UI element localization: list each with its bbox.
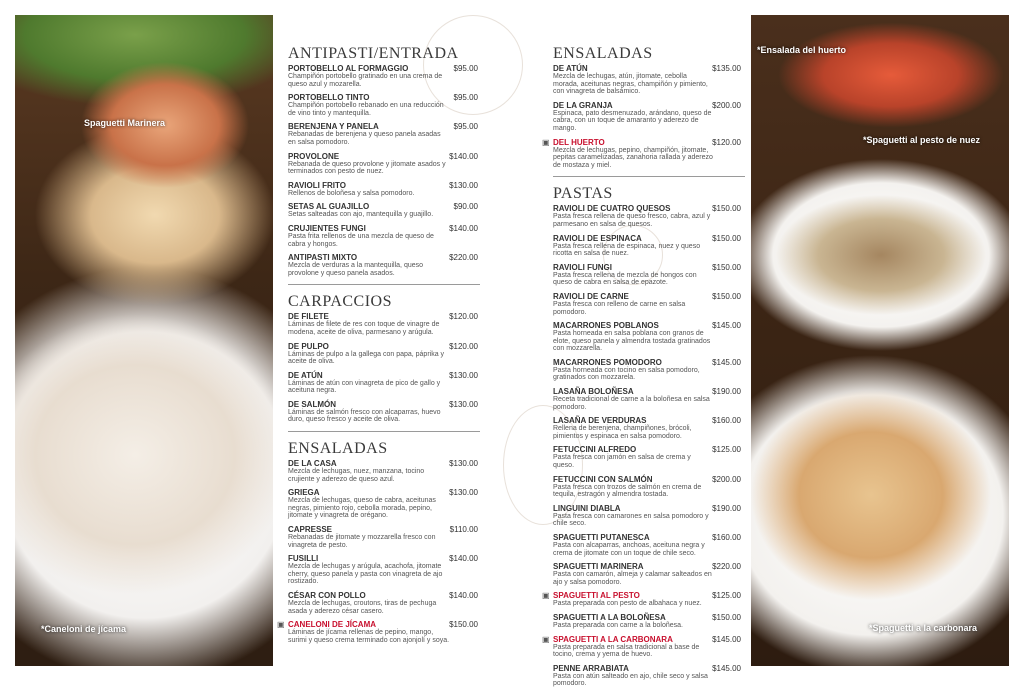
menu-item-price: $120.00 — [449, 341, 478, 351]
menu-item-name: FETUCCINI CON SALMÓN — [553, 474, 653, 484]
item-list — [288, 64, 478, 277]
menu-item-description: Mezcla de lechugas, croutons, tiras de pechuga asada y aderezo césar casero. — [288, 600, 437, 615]
menu-item-price: $130.00 — [449, 488, 478, 498]
menu-item-description: Setas salteadas con ajo, mantequilla y guajillo. — [288, 211, 434, 219]
section-pastas — [542, 185, 741, 688]
menu-item-price: $140.00 — [449, 223, 478, 233]
menu-item-price: $120.00 — [449, 312, 478, 322]
menu-item-name: DE PULPO — [288, 341, 329, 351]
menu-item-name: DE FILETE — [288, 312, 329, 322]
photo-label-pesto-nuez: *Spaguetti al pesto de nuez — [863, 135, 981, 145]
menu-item-description: Láminas de jícama rellenas de pepino, mango, surimi y queso crema terminado con ajonjolí y soya. — [288, 629, 450, 644]
section-title: ANTIPASTI/ENTRADA — [288, 45, 459, 62]
menu-page — [273, 15, 751, 688]
menu-item-name: LASAÑA DE VERDURAS — [553, 416, 647, 426]
section-antipasti — [288, 45, 478, 277]
menu-item-description: Pasta fresca con trozos de salmón en crema de tequila, estragón y almendra tostada. — [553, 483, 702, 499]
camera-icon: ▣ — [277, 620, 285, 630]
menu-item-name: CANELONI DE JÍCAMA — [288, 620, 377, 630]
menu-item-description: Pasta preparada en salsa tradicional a base de tocino, crema y yema de huevo. — [553, 643, 700, 659]
menu-item-price: $110.00 — [449, 525, 478, 535]
menu-item-description: Pasta horneada en salsa poblana con granos de elote, queso panela y almendra tostada gratinados con mozzarella. — [553, 330, 711, 353]
menu-item — [288, 459, 478, 483]
menu-item-name: RAVIOLI DE CUATRO QUESOS — [553, 204, 671, 214]
menu-item — [288, 93, 478, 117]
menu-item-name: PORTOBELLO TINTO — [288, 93, 370, 103]
menu-item-name: RAVIOLI FRITO — [288, 180, 346, 190]
menu-item-description: Pasta con atún salteado en ajo, chile seco y salsa pomodoro. — [553, 672, 708, 688]
menu-item-price: $140.00 — [449, 151, 478, 161]
menu-item-description: Láminas de filete de res con toque de vinagre de modena, aceite de oliva, parmesano y arúgula. — [288, 321, 440, 336]
menu-item-name: FUSILLI — [288, 554, 319, 564]
menu-item — [277, 620, 478, 644]
menu-item-description: Espinaca, pato desmenuzado, arándano, queso de cabra, con un toque de amaranto y aderezo de mango. — [553, 109, 712, 132]
menu-item — [553, 387, 741, 411]
menu-item-price: $130.00 — [449, 459, 478, 469]
menu-item-name: PORTOBELLO AL FORMAGGIO — [288, 64, 409, 73]
menu-item-description: Mezcla de lechugas y arúgula, acachofa, jitomate cherry, queso panela y pasta con vinagreta de ajo rostizado. — [288, 563, 443, 586]
menu-item-name: FETUCCINI ALFREDO — [553, 445, 637, 455]
item-list — [277, 459, 478, 644]
menu-item-name: DE ATÚN — [553, 64, 588, 73]
menu-item-price: $160.00 — [712, 533, 741, 542]
menu-item-description: Pasta preparada con carne a la boloñesa. — [553, 621, 683, 629]
photo-label-caneloni: *Caneloni de jícama — [41, 624, 127, 634]
menu-item — [288, 152, 478, 176]
menu-item-name: SPAGUETTI AL PESTO — [553, 591, 640, 601]
menu-item — [553, 234, 741, 258]
menu-item-price: $145.00 — [712, 357, 741, 367]
menu-item-name: SPAGUETTI PUTANESCA — [553, 533, 650, 542]
menu-item-price: $190.00 — [712, 503, 741, 513]
menu-item-name: ANTIPASTI MIXTO — [288, 253, 358, 263]
section-title: ENSALADAS — [553, 45, 653, 62]
menu-item-description: Pasta fresca rellena de mezcla de hongos con queso de cabra en salsa de epazote. — [553, 271, 697, 287]
menu-item-description: Pasta fresca con camarones en salsa pomodoro y chile seco. — [553, 512, 709, 528]
menu-item-price: $145.00 — [712, 321, 741, 331]
menu-item-price: $150.00 — [712, 204, 741, 214]
menu-item-description: Rebanada de queso provolone y jitomate asados y terminados con pesto de nuez. — [288, 160, 446, 176]
menu-item-price: $125.00 — [712, 591, 741, 601]
menu-item — [553, 533, 741, 557]
section-ensaladas-left — [277, 440, 478, 644]
menu-item-name: DEL HUERTO — [553, 137, 605, 147]
menu-item — [553, 101, 741, 133]
menu-item-name: SPAGUETTI MARINERA — [553, 562, 644, 572]
section-divider — [288, 284, 480, 285]
photo-label-spaguetti-marinera: Spaguetti Marinera — [84, 118, 166, 128]
menu-item-name: CRUJIENTES FUNGI — [288, 223, 366, 233]
menu-item — [288, 64, 478, 88]
photo-label-carbonara: *Spaguetti a la carbonara — [869, 623, 978, 633]
menu-item — [553, 292, 741, 316]
menu-item-price: $130.00 — [449, 180, 478, 190]
menu-item-name: SETAS AL GUAJILLO — [288, 202, 370, 212]
menu-item-price: $140.00 — [449, 591, 478, 600]
menu-item — [288, 554, 478, 586]
menu-item — [288, 400, 478, 424]
section-title: PASTAS — [553, 185, 613, 203]
menu-item-description: Receta tradicional de carne a la boloñesa en salsa pomodoro. — [553, 396, 710, 411]
menu-item-description: Mezcla de verduras a la mantequilla, queso provolone y queso panela asados. — [288, 262, 424, 277]
menu-item-name: MACARRONES POBLANOS — [553, 321, 659, 331]
menu-item-description: Pasta con alcaparras, anchoas, aceituna negra y crema de jitomate con un toque de chile seco. — [553, 542, 705, 557]
menu-item-description: Rellena de berenjena, champiñones, brócoli, pimientos y espinaca en salsa pomodoro. — [553, 425, 692, 440]
menu-item — [542, 634, 741, 659]
menu-item-description: Rellenos de boloñesa y salsa pomodoro. — [288, 189, 415, 197]
menu-item-name: CÉSAR CON POLLO — [288, 591, 366, 600]
menu-item-description: Mezcla de lechugas, queso de cabra, aceitunas negras, pimiento rojo, cebolla morada, pepino, jitomate y vinagreta de orégano. — [288, 497, 436, 520]
menu-item — [288, 202, 478, 219]
menu-item-name: DE SALMÓN — [288, 399, 336, 409]
menu-item-description: Rebanadas de jitomate y mozzarella fresco con vinagreta de pesto. — [288, 534, 436, 549]
menu-item-name: PENNE ARRABIATA — [553, 663, 629, 673]
menu-item-description: Pasta frita rellenos de una mezcla de queso de cabra y hongos. — [288, 232, 434, 248]
menu-item-name: CAPRESSE — [288, 525, 333, 535]
menu-item — [288, 371, 478, 395]
menu-item-price: $220.00 — [449, 253, 478, 263]
menu-item-description: Pasta fresca con relleno de carne en salsa pomodoro. — [553, 300, 686, 316]
menu-item-name: RAVIOLI FUNGI — [553, 262, 612, 272]
menu-item — [288, 122, 478, 146]
menu-item-price: $95.00 — [453, 64, 478, 73]
menu-item-name: SPAGUETTI A LA CARBONARA — [553, 634, 673, 644]
menu-item-price: $150.00 — [712, 233, 741, 243]
menu-item-price: $150.00 — [712, 262, 741, 272]
menu-item-description: Rebanadas de berenjena y queso panela asadas en salsa pomodoro. — [288, 131, 441, 146]
menu-item-price: $160.00 — [712, 416, 741, 426]
menu-item-price: $90.00 — [453, 202, 478, 212]
menu-item-description: Mezcla de lechugas, pepino, champiñón, jitomate, pepitas caramelizadas, zanahoria rallada y aderezo de mostaza y miel. — [553, 146, 713, 169]
menu-item — [553, 321, 741, 353]
menu-item-price: $150.00 — [712, 612, 741, 622]
menu-item-name: DE LA CASA — [288, 459, 337, 469]
menu-item-name: PROVOLONE — [288, 151, 340, 161]
menu-item-price: $190.00 — [712, 387, 741, 397]
section-ensaladas-right — [542, 45, 741, 169]
menu-item-name: BERENJENA Y PANELA — [288, 122, 379, 132]
menu-item-description: Pasta fresca con jamón en salsa de crema y queso. — [553, 454, 691, 470]
menu-item-price: $145.00 — [712, 634, 741, 644]
menu-item-price: $130.00 — [449, 370, 478, 380]
menu-item-description: Mezcla de lechugas, nuez, manzana, tocino crujiente y aderezo de queso azul. — [288, 468, 425, 483]
photo-right-panel — [751, 15, 1009, 666]
menu-item — [553, 504, 741, 528]
menu-item-description: Pasta fresca rellena de queso fresco, cabra, azul y parmesano en salsa de quesos. — [553, 213, 711, 228]
menu-item — [288, 488, 478, 520]
menu-item — [542, 137, 741, 170]
menu-item — [288, 253, 478, 277]
menu-item — [553, 416, 741, 440]
photo-label-ensalada-huerto: *Ensalada del huerto — [757, 45, 847, 55]
menu-item-price: $150.00 — [712, 291, 741, 301]
menu-item-price: $220.00 — [712, 562, 741, 572]
menu-item — [553, 562, 741, 586]
section-title: ENSALADAS — [288, 440, 388, 458]
menu-item — [288, 525, 478, 549]
menu-item-description: Láminas de pulpo a la gallega con papa, páprika y aceite de oliva. — [288, 350, 445, 366]
menu-item-description: Pasta con camarón, almeja y calamar salteados en ajo y salsa pomodoro. — [553, 571, 712, 586]
menu-column-left — [277, 45, 478, 649]
menu-item-name: DE ATÚN — [288, 370, 323, 380]
menu-item — [553, 64, 741, 96]
photo-left-panel — [15, 15, 273, 666]
menu-item — [553, 613, 741, 630]
menu-item — [542, 591, 741, 608]
menu-item-description: Pasta preparada con pesto de albahaca y nuez. — [553, 600, 702, 608]
menu-item — [553, 358, 741, 382]
menu-item-name: SPAGUETTI A LA BOLOÑESA — [553, 612, 666, 622]
menu-item — [553, 204, 741, 228]
menu-item-price: $95.00 — [453, 93, 478, 103]
menu-item-description: Champiñón portobello rebanado en una reducción de vino tinto y mantequilla. — [288, 102, 444, 117]
menu-item-name: RAVIOLI DE CARNE — [553, 291, 629, 301]
item-list — [542, 64, 741, 169]
menu-item-name: DE LA GRANJA — [553, 100, 613, 110]
menu-item-description: Pasta fresca rellena de espinaca, nuez y queso ricotta en salsa de nuez. — [553, 242, 701, 258]
menu-item-price: $140.00 — [449, 554, 478, 564]
menu-item — [553, 445, 741, 469]
menu-item-description: Pasta horneada con tocino en salsa pomodoro, gratinados con mozzarela. — [553, 366, 700, 382]
menu-item — [288, 312, 478, 336]
section-title: CARPACCIOS — [288, 293, 393, 311]
menu-item-price: $200.00 — [712, 100, 741, 110]
item-list — [542, 204, 741, 688]
menu-item — [553, 664, 741, 688]
item-list — [288, 312, 478, 424]
menu-item-description: Láminas de salmón fresco con alcaparras, huevo duro, queso fresco y aceite de oliva. — [288, 408, 441, 424]
menu-item-price: $135.00 — [712, 64, 741, 73]
menu-item-price: $200.00 — [712, 474, 741, 484]
camera-icon: ▣ — [542, 137, 550, 147]
camera-icon: ▣ — [542, 591, 550, 601]
menu-item — [288, 591, 478, 615]
section-carpaccios — [288, 293, 478, 424]
section-divider — [553, 176, 745, 177]
menu-item-description: Láminas de atún con vinagreta de pico de gallo y aceituna negra. — [288, 379, 441, 395]
camera-icon: ▣ — [542, 634, 550, 644]
menu-item-price: $150.00 — [449, 620, 478, 630]
menu-item-name: LASAÑA BOLOÑESA — [553, 387, 634, 397]
menu-item-price: $95.00 — [453, 122, 478, 132]
menu-column-right — [542, 45, 741, 693]
menu-item-name: LINGUINI DIABLA — [553, 503, 621, 513]
menu-item-name: RAVIOLI DE ESPINACA — [553, 233, 642, 243]
menu-item-name: MACARRONES POMODORO — [553, 357, 662, 367]
menu-item-description: Mezcla de lechugas, atún, jitomate, cebolla morada, aceitunas negras, champiñón y pimiento, con vinagreta de balsámico. — [553, 73, 708, 96]
menu-item — [553, 263, 741, 287]
menu-item — [288, 224, 478, 248]
menu-item-name: GRIEGA — [288, 488, 320, 498]
menu-item-price: $125.00 — [712, 445, 741, 455]
menu-item — [553, 475, 741, 499]
section-divider — [288, 431, 480, 432]
menu-item-price: $145.00 — [712, 663, 741, 673]
menu-item-price: $130.00 — [449, 399, 478, 409]
menu-item-description: Champiñón portobello gratinado en una crema de queso azul y mozarella. — [288, 73, 443, 88]
menu-item — [288, 342, 478, 366]
menu-item-price: $120.00 — [712, 137, 741, 147]
menu-item — [288, 181, 478, 198]
